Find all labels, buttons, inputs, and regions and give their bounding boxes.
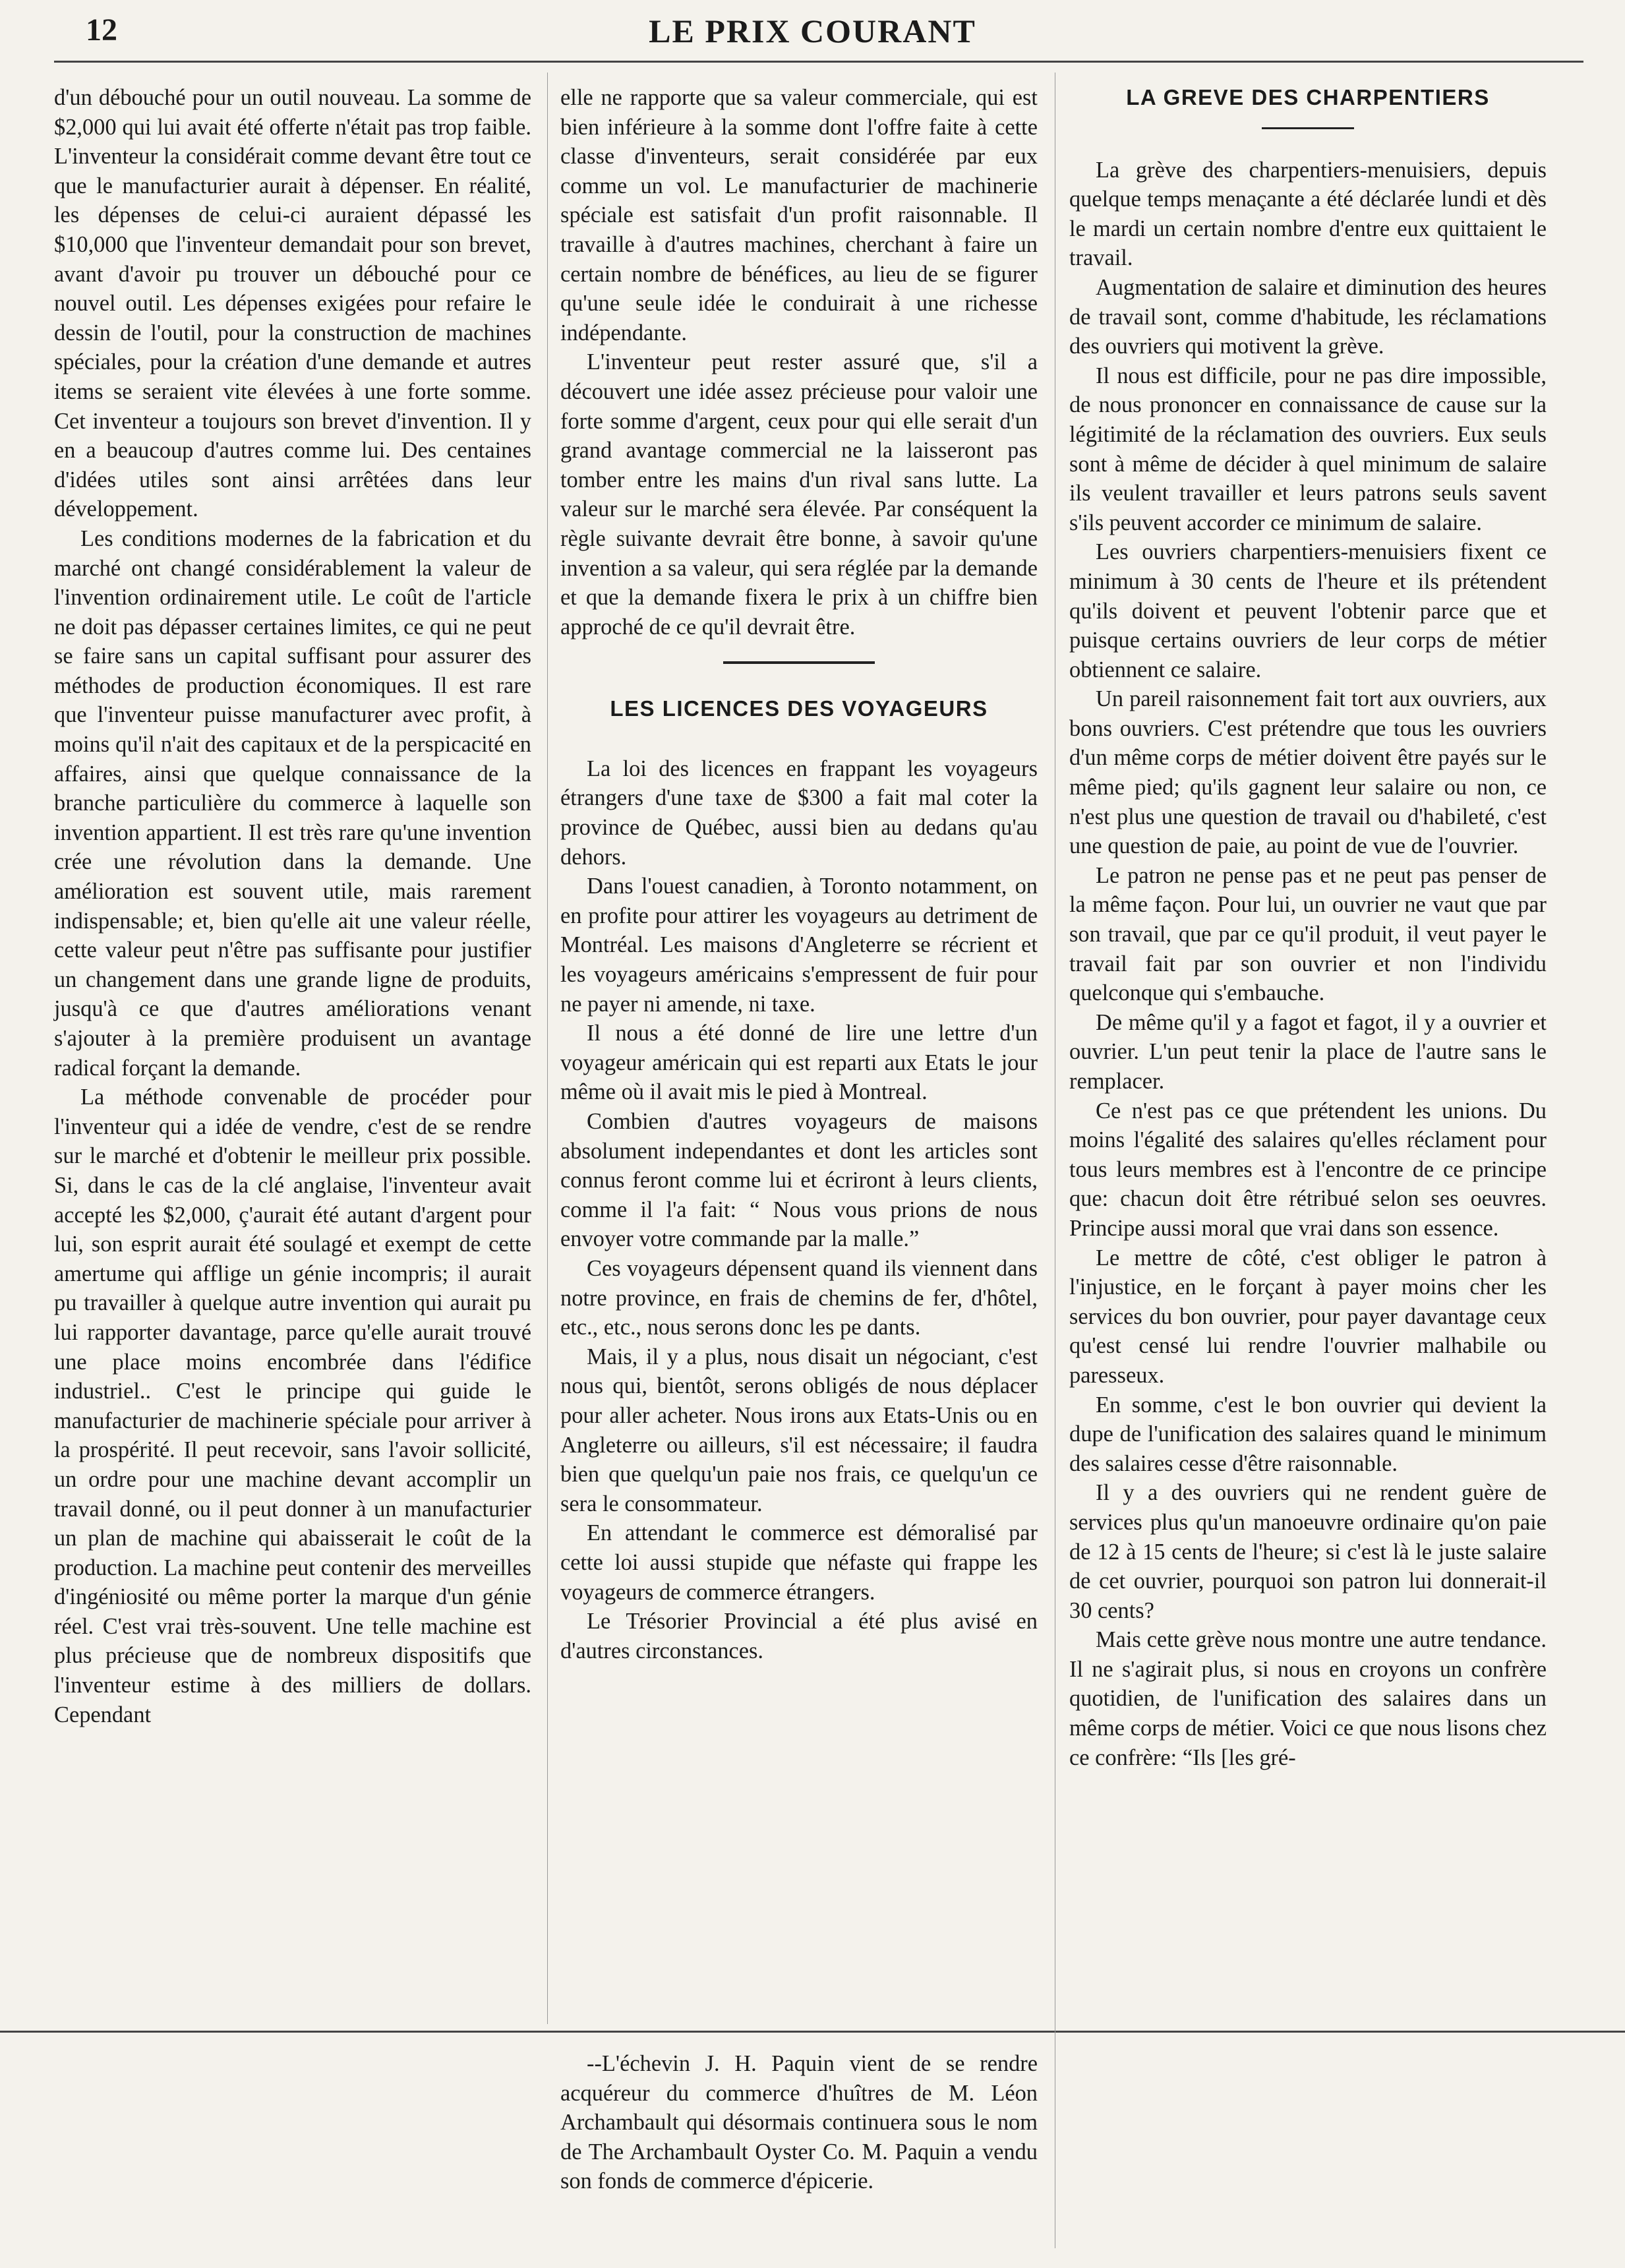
column-3 [1069,83,1547,1772]
article-heading-greve: LA GREVE DES CHARPENTIERS [1126,85,1490,109]
paragraph: Le patron ne pense pas et ne peut pas penser de la même façon. Pour lui, un ouvrier ne vaut que par son travail, que par ce qu'il produit, il veut payer le travail fait par son ouvrier et non l'individu quelconque qui s'embauche. [1069,862,1547,1006]
paragraph: Augmentation de salaire et diminution des heures de travail sont, comme d'habitude, les réclamations des ouvriers qui motivent la grève. [1069,274,1547,359]
paragraph: Il nous a été donné de lire une lettre d'un voyageur américain qui est reparti aux Etats le jour même où il avait mis le pied à Montreal. [560,1021,1038,1105]
paragraph: elle ne rapporte que sa valeur commerciale, qui est bien inférieure à la somme dont l'offre faite à cette classe d'inventeurs, serait considérée par eux comme un vol. Le manufacturier de machinerie spéciale est satisfait d'un profit raisonnable. Il travaille à d'autres machines, cherchant à faire un certain nombre de bénéfices, au lieu de se figurer qu'une seule idée le conduirait à une richesse indépendante. [560,85,1038,345]
paragraph: Mais, il y a plus, nous disait un négociant, c'est nous qui, bientôt, serons obligés de nous déplacer pour aller acheter. Nous irons aux Etats-Unis ou en Angleterre ou ailleurs, s'il est nécessaire; il faudra bien que quelqu'un paie nos frais, ce quelqu'un ce sera le consommateur. [560,1344,1038,1516]
paragraph: Mais cette grève nous montre une autre tendance. Il ne s'agirait plus, si nous en croyons un confrère quotidien, de l'unification des salaires dans un même corps de métier. Voici ce que nous lisons chez ce confrère: “Ils [les gré- [1069,1627,1547,1770]
news-item [560,2049,1038,2196]
paragraph: En somme, c'est le bon ouvrier qui devient la dupe de l'unification des salaires quand le minimum des salaires cesse d'être raisonnable. [1069,1392,1547,1476]
paragraph: Ces voyageurs dépensent quand ils viennent dans notre province, en frais de chemins de fer, d'hôtel, etc., etc., nous serons donc les pe dants. [560,1255,1038,1340]
column-2 [560,83,1038,1665]
page-number: 12 [86,13,117,47]
paragraph: En attendant le commerce est démoralisé par cette loi aussi stupide que néfaste qui frappe les voyageurs de commerce étrangers. [560,1520,1038,1605]
paragraph: Les ouvriers charpentiers-menuisiers fixent ce minimum à 30 cents de l'heure et ils prétendent qu'ils doivent et peuvent l'obtenir parce que et puisque certains ouvriers de leur corps de métier obtiennent ce salaire. [1069,539,1547,682]
paragraph: --L'échevin J. H. Paquin vient de se rendre acquéreur du commerce d'huîtres de M. Léon Archambault qui désormais continuera sous le nom de The Archambault Oyster Co. M. Paquin a vendu son fonds de commerce d'épicerie. [560,2051,1038,2194]
paragraph: Le Trésorier Provincial a été plus avisé en d'autres circonstances. [560,1609,1038,1663]
article-heading-licences: LES LICENCES DES VOYAGEURS [610,696,988,721]
header-rule [54,61,1583,63]
heading-divider [1262,127,1354,129]
paragraph: Les conditions modernes de la fabrication et du marché ont changé considérablement la valeur de l'invention ordinairement utile. Le coût de l'article ne doit pas dépasser certaines limites, ce qui ne peut se faire sans un capital suffisant pour assurer des méthodes de production économiques. Il est rare que l'inventeur puisse manufacturer avec profit, à moins qu'il n'ait des capitaux et de la perspicacité en affaires, ainsi que quelque connaissance de la branche particulière du commerce à laquelle son invention appartient. Il est très rare qu'une invention crée une révolution dans la demande. Une amélioration est souvent utile, mais rarement indispensable; et, bien qu'elle ait une valeur réelle, cette valeur peut n'être pas suffisante pour justifier un changement dans une grande ligne de produits, jusqu'à ce que d'autres améliorations venant s'ajouter à la première produisent un avantage radical forçant la demande. [54,525,531,1081]
paragraph: La grève des charpentiers-menuisiers, depuis quelque temps menaçante a été déclarée lundi et dès le mardi un certain nombre d'entre eux quittaient le travail. [1069,157,1547,271]
paragraph: Il nous est difficile, pour ne pas dire impossible, de nous prononcer en connaissance de cause sur la légitimité de la réclamation des ouvriers. Eux seuls sont à même de décider à quel minimum de salaire ils veulent travailler et leurs patrons seuls savent s'ils peuvent accorder ce minimum de salaire. [1069,363,1547,535]
paragraph: La loi des licences en frappant les voyageurs étrangers d'une taxe de $300 a fait mal coter la province de Québec, aussi bien au dedans qu'au dehors. [560,756,1038,870]
paragraph: Combien d'autres voyageurs de maisons absolument independantes et dont les articles sont connus feront comme lui et écriront à leurs clients, comme il l'a fait: “ Nous vous prions de nous envoyer votre commande par la malle.” [560,1109,1038,1252]
paragraph: d'un débouché pour un outil nouveau. La somme de $2,000 qui lui avait été offerte n'était pas trop faible. L'inventeur la considérait comme devant être tout ce que le manufacturier aurait à dépenser. En réalité, les dépenses de celui-ci auraient dépassé les $10,000 que l'inventeur demandait pour son brevet, avant d'avoir pu trouver un débouché pour ce nouvel outil. Les dépenses exigées pour refaire le dessin de l'outil, pour la construction de machines spéciales, pour la création d'une demande et autres items se seraient vite élevées à une forte somme. Cet inventeur a toujours son brevet d'invention. Il y en a beaucoup d'autres comme lui. Des centaines d'idées utiles sont ainsi arrêtées dans leur développement. [54,85,531,522]
column-1 [54,83,531,1729]
paragraph: De même qu'il y a fagot et fagot, il y a ouvrier et ouvrier. L'un peut tenir la place de l'autre sans le remplacer. [1069,1009,1547,1094]
paragraph: Un pareil raisonnement fait tort aux ouvriers, aux bons ouvriers. C'est prétendre que tous les ouvriers d'un même corps de métier doivent être payés sur le même pied; qu'ils gagnent leur salaire ou non, ce n'est plus une question de travail ou d'habileté, c'est une question de paie, au point de vue de l'ouvrier. [1069,686,1547,859]
paragraph: Dans l'ouest canadien, à Toronto notamment, on en profite pour attirer les voyageurs au detriment de Montréal. Les maisons d'Angleterre se récrient et les voyageurs américains s'empressent de fuir pour ne payer ni amende, ni taxe. [560,874,1038,1017]
publication-title: LE PRIX COURANT [649,13,976,49]
paragraph: L'inventeur peut rester assuré que, s'il a découvert une idée assez précieuse pour valoir une forte somme d'argent, ceux pour qui elle serait d'un grand avantage commercial ne la laisseront pas tomber entre les mains d'un rival sans lutte. La valeur sur le marché sera élevée. Par conséquent la règle suivante devrait être bonne, à savoir qu'une invention a sa valeur, qui sera réglée par la demande et que la demande fixera le prix à un chiffre bien approché de ce qu'il devrait être. [560,349,1038,640]
paragraph: La méthode convenable de procéder pour l'inventeur qui a idée de vendre, c'est de se rendre sur le marché et d'obtenir le meilleur prix possible. Si, dans le cas de la clé anglaise, l'inventeur avait accepté les $2,000, ç'aurait été autant d'argent pour lui, son esprit aurait été soulagé et exempt de cette amertume qui afflige un génie incompris; il aurait pu travailler à quelque autre invention qui aurait pu lui rapporter davantage, parce qu'elle aurait trouvé une place moins encombrée dans l'édifice industriel.. C'est le principe qui guide le manufacturier de machinerie spéciale pour arriver à la prospérité. Il peut recevoir, sans l'avoir sollicité, un ordre pour une machine devant accomplir un travail donné, ou il peut donner à un manufacturier un plan de machine qui abaisserait le coût de la production. La machine peut contenir des merveilles d'ingéniosité ou même porter la marque d'un génie réel. C'est vrai très-souvent. Une telle machine est plus précieuse que de nombreux dispositifs que l'inventeur estime à des milliers de dollars. Cependant [54,1085,531,1727]
paragraph: Ce n'est pas ce que prétendent les unions. Du moins l'égalité des salaires qu'elles réclament pour tous leurs membres est à l'encontre de ce principe que: chacun doit être rétribué selon ses oeuvres. Principe aussi moral que vrai dans son essence. [1069,1098,1547,1241]
column-separator-1 [547,73,548,2024]
article-divider [723,661,875,664]
paragraph: Il y a des ouvriers qui ne rendent guère de services plus qu'un manoeuvre ordinaire qu'on paie de 12 à 15 cents de l'heure; si c'est là le juste salaire de cet ouvrier, pourquoi son patron lui donnerait-il 30 cents? [1069,1480,1547,1623]
bottom-section-rule [0,2031,1625,2033]
paragraph: Le mettre de côté, c'est obliger le patron à l'injustice, en le forçant à payer moins cher les services du bon ouvrier, pour payer davantage ceux qu'est censé lui rendre l'ouvrier malhabile ou paresseux. [1069,1245,1547,1388]
